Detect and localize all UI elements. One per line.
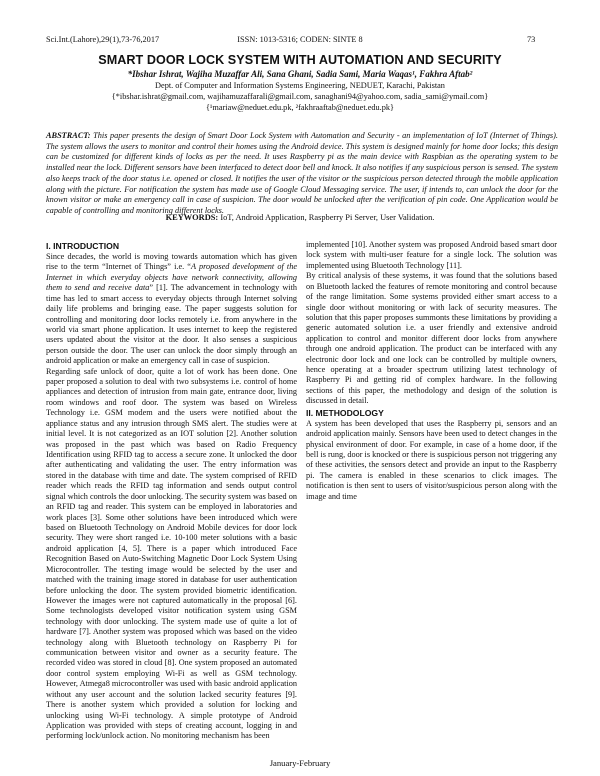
journal-citation: Sci.Int.(Lahore),29(1),73-76,2017 xyxy=(46,35,160,44)
author-list: *Ibshar Ishrat, Wajiha Muzaffar Ali, Sana Ghani, Sadia Sami, Maria Waqas¹, Fakhra Aftab² xyxy=(127,69,473,79)
intro-paragraph-1 xyxy=(46,252,297,367)
column-right xyxy=(306,240,557,502)
methodology-paragraph-1: A system has been developed that uses the Raspberry pi, sensors and an android application mainly. Sensors have been used to detect changes in the physical environment of door. For example, in case of a home door, if the bell is rung, door is knocked or there is suspicious person not triggering any of these activities, the sensors detect and provide an input to the Raspberry pi. The camera is enabled in these scenarios to click images. The notification is then sent to users of visitor/suspicious person along with the image and time xyxy=(306,418,557,501)
section-heading-introduction: I. INTRODUCTION xyxy=(46,241,120,251)
keywords-label: KEYWORDS: xyxy=(165,213,219,222)
paper-title: SMART DOOR LOCK SYSTEM WITH AUTOMATION AND SECURITY xyxy=(98,53,502,67)
intro-paragraph-3: By critical analysis of these systems, it was found that the solutions based on Bluetooth lacked the features of remote monitoring and control because of the range limitation. Some systems provided either smart access to a single door without monitoring or with lack of security measures. The solution that this paper proposes summonts these limitations by providing a generic automated solution i.e. a user friendly and extensive android application to control and monitor different door locks from anywhere through one android application. The product can be interfaced with any electronic door lock and one lock can be controlled by multiple owners, hence operating at a broader spectrum utilizing latest technology of Raspberry Pi and getting rid of complex hardware. In the following sections of this paper, the methodology and design of the solution is discussed in detail. xyxy=(306,271,557,406)
issue-footer: January-February xyxy=(269,758,331,768)
abstract-text: This paper presents the design of Smart Door Lock System with Automation and Security - an implementation of IoT (Internet of Things). The system allows the users to monitor and control their homes using the Android device. This system is designed mainly for home door locks; this design can be customized for different kinds of locks as per the need. It uses Raspberry pi as the main device with Raspbian as the operating system to be installed near the lock. Different sensors have been interfaced to detect door bell and knock. It also notifies if any suspicious person is sensed. The system also keeps track of the door status i.e. opened or closed. It notifies the user of the visitor or the suspicious person detected through the mobile application along with the picture. For notification the system has made use of Google Cloud Messaging service. The user, if intends to, can unlock the door for the known visitor or make an emergency call in case of suspicion. The door would be unlocked after the verification of pin code. One Application would be capable of controlling and monitoring different locks. xyxy=(46,131,558,215)
abstract xyxy=(46,131,558,217)
keywords xyxy=(0,213,600,222)
column-left xyxy=(46,240,297,742)
iot-definition-quote: A proposed development of the Internet in which everyday objects have network connectivity, allowing them to send and receive data xyxy=(46,262,297,293)
affiliation: Dept. of Computer and Information Systems Engineering, NEDUET, Karachi, Pakistan xyxy=(155,81,445,90)
keywords-text: IoT, Android Application, Raspberry Pi Server, User Validation. xyxy=(220,213,435,222)
intro-p1-rest: ” [1]. The advancement in technology with time has led to smart access to everyday objects through Internet solving daily life problems and bringing ease. The paper suggests solution for controlling and monitoring door locks remotely i.e. from anywhere in the world via smart phone application. It uses internet to keep the registered users updated about the visitor at the door. It also senses a suspicious person outside the door. The user can unlock the door simply through an android application or make an emergency call in case of suspicion. xyxy=(46,283,298,366)
abstract-label: ABSTRACT: xyxy=(46,131,91,140)
intro-paragraph-2-continued: implemented [10]. Another system was proposed Android based smart door lock system with multi-user feature for a single lock. The solution was implemented using Bluetooth Technology [11]. xyxy=(306,240,557,270)
intro-paragraph-2: Regarding safe unlock of door, quite a lot of work has been done. One paper proposed a solution to deal with two subsystems i.e. control of home appliances and detection of intrusion from main gate, entrance door, living room windows and roof door. The system was based on Wireless Technology i.e. GSM modem and the users were notified about the appliance status and any intrusion through SMS alert. The studies were at initial level. It is not categorized as an IOT solution [2]. Another solution was proposed in the past which was based on Radio Frequency Identification using RFID tag to access a secure zone. It unlocked the door after authenticating and validating the user. The entry information was stored in the database with time and date. The system comprised of RFID reader which reads the RFID tag information and sends output control signal which controls the door unlocking. The security system was based on an RFID tag and reader. This system can be employed in laboratories and work places [3]. Some other solutions have been introduced which were based on Bluetooth Technology on Android Mobile devices for door lock security. They were short ranged i.e. 10-100 meter solutions with a basic android application [4, 5]. There is a paper which introduced Face Recognition Based on Auto-Switching Magnetic Door Lock System Using Microcontroller. The testing image would be selected by the user and matched with the training image stored in database for user authentication before unlocking the door. The system provided biometric identification. However the images were not captured automatically in the proposal [6]. Some technologists developed visitor notification system using GSM technology with door unlocking. The system made use of quite a lot of hardware [7]. Another system was proposed which was based on the video technology along with Bluetooth technology on Raspberry Pi for communication between visitor and owner as a security feature. The recorded video was stored in cloud [8]. One system proposed an automated door control system employing Wi-Fi as well as GSM technology. However, Atmega8 microcontroller was used with basic android application without any user account and the solution lacked security features [9]. There is another system which provided a solution for locking and unlocking using Wi-Fi technology. A simple prototype of Android Application was provided with steps of creating account, logging in and performing lock/unlock action. No monitoring mechanism has been xyxy=(46,366,297,741)
intro-p1-lead: Since decades, the world is moving towards automation which has given rise to the term “Internet of Things” i.e. “ xyxy=(46,252,297,272)
author-emails-line-1: {*ibshar.ishrat@gmail.com, wajihamuzaffarali@gmail.com, sanaghani94@yahoo.com, sadia_sami@ymail.com} xyxy=(111,92,489,101)
issn-line: ISSN: 1013-5316; CODEN: SINTE 8 xyxy=(237,35,363,44)
section-heading-methodology: II. METHODOLOGY xyxy=(306,407,384,418)
page-number: 73 xyxy=(527,35,536,44)
author-emails-line-2: {¹mariaw@neduet.edu.pk, ²fakhraaftab@neduet.edu.pk} xyxy=(205,103,395,112)
